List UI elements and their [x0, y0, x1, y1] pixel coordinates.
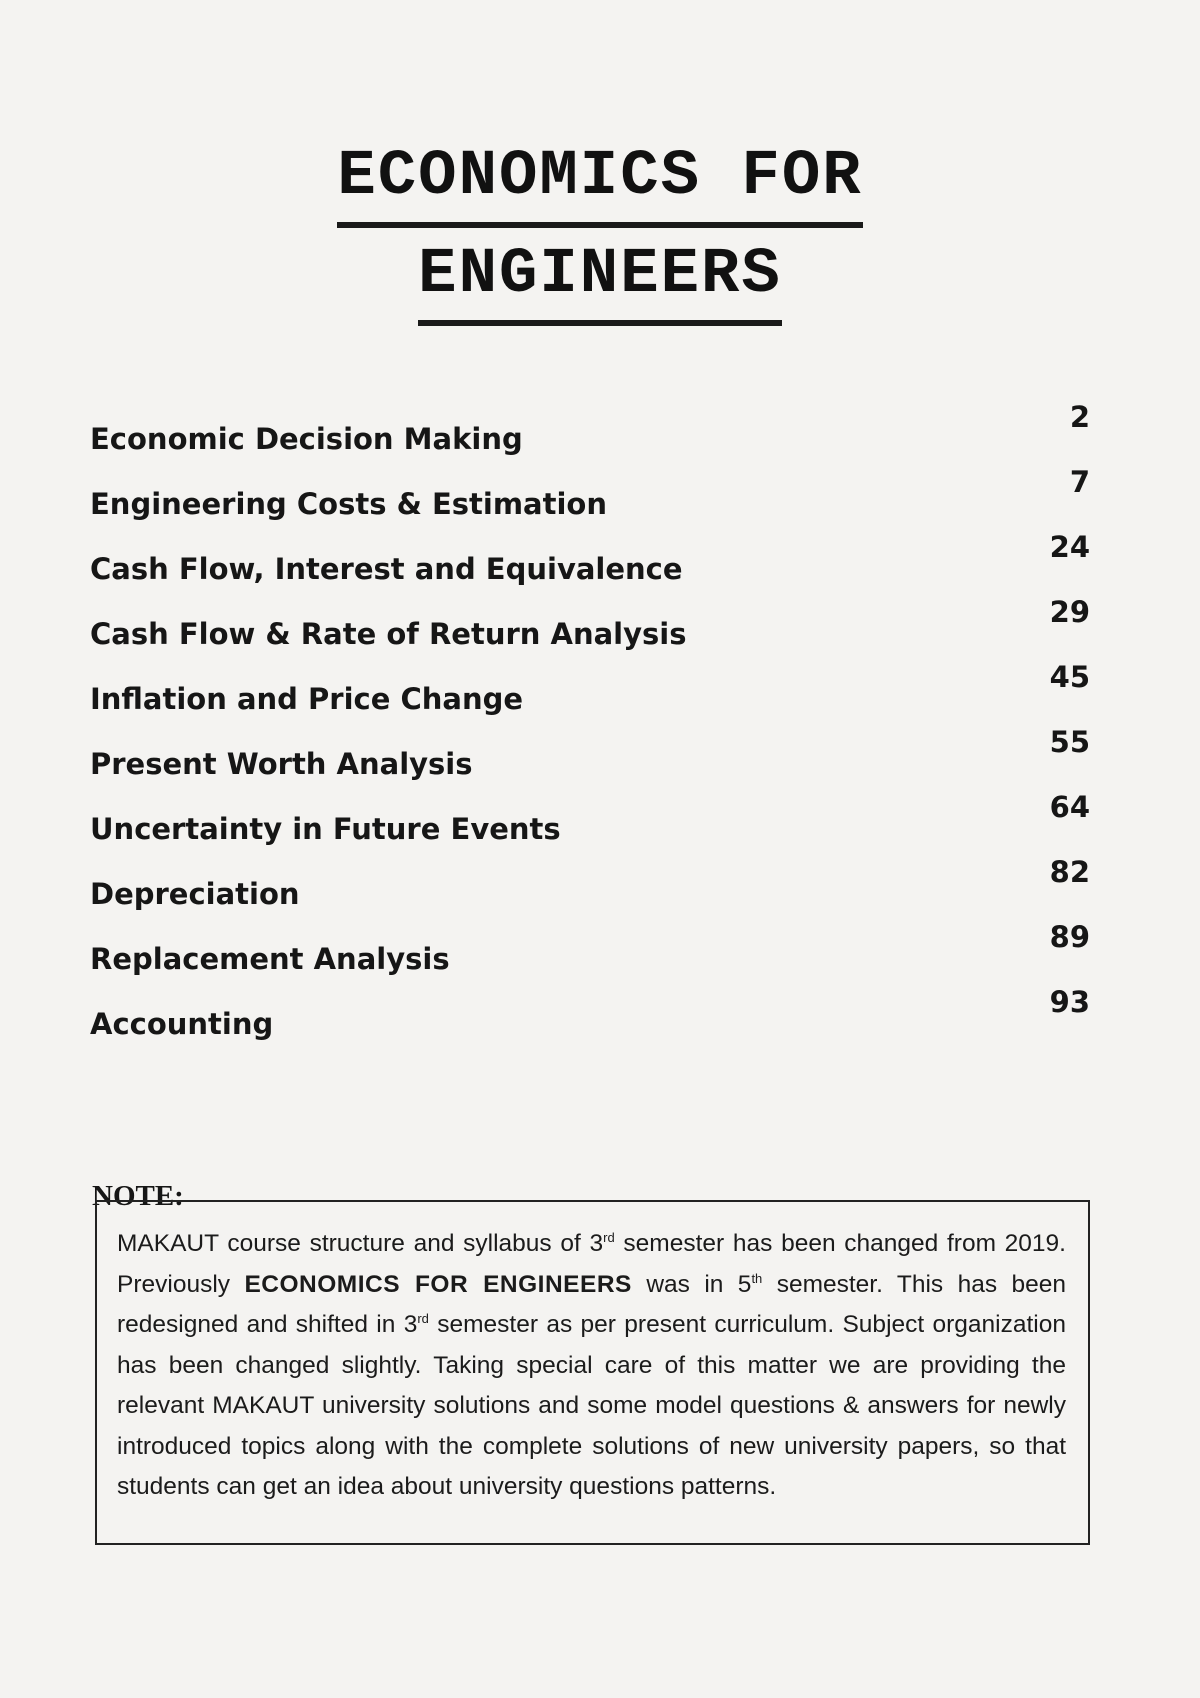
toc-entry-page: 2: [1069, 400, 1090, 434]
note-text-part: MAKAUT course structure and syllabus of 3: [117, 1230, 604, 1257]
toc-entry-page: 55: [1049, 725, 1090, 759]
toc-entry: [90, 725, 1090, 790]
book-title: [0, 140, 1200, 326]
toc-entry-page: 89: [1049, 920, 1090, 954]
ordinal-suffix: th: [751, 1270, 763, 1286]
book-title-line-2: ENGINEERS: [418, 238, 782, 326]
toc-entry-label: Depreciation: [90, 877, 300, 911]
toc-entry: [90, 660, 1090, 725]
subject-name: ECONOMICS FOR ENGINEERS: [244, 1270, 632, 1298]
note-text-part: was in 5: [631, 1270, 752, 1298]
toc-entry-page: 24: [1049, 530, 1090, 564]
note-heading: NOTE:: [92, 1180, 184, 1212]
note-text-part: semester as per present curriculum. Subject organization has been changed slightly. Taking special care of this matter we are providing the relevant MAKAUT university solutions and some model questions & answers for newly introduced topics along with the complete solutions of new university papers, so that students can get an idea about university questions patterns.: [117, 1311, 1067, 1500]
toc-entry: [90, 790, 1090, 855]
toc-entry-label: Cash Flow, Interest and Equivalence: [90, 552, 683, 586]
note-box: [95, 1200, 1090, 1545]
toc-entry-label: Inflation and Price Change: [90, 682, 524, 716]
toc-entry-page: 29: [1049, 595, 1090, 629]
toc-entry: [90, 530, 1090, 595]
toc-entry: [90, 400, 1090, 465]
toc-entry-page: 93: [1049, 985, 1090, 1019]
toc-entry-page: 45: [1049, 660, 1090, 694]
toc-entry-label: Engineering Costs & Estimation: [90, 487, 607, 521]
book-title-line-1: ECONOMICS FOR: [337, 140, 862, 228]
toc-entry: [90, 920, 1090, 985]
toc-entry: [90, 595, 1090, 660]
toc-entry: [90, 855, 1090, 920]
ordinal-suffix: rd: [417, 1310, 429, 1326]
toc-entry-label: Present Worth Analysis: [90, 747, 473, 781]
toc-entry-label: Cash Flow & Rate of Return Analysis: [90, 617, 687, 651]
table-of-contents: [90, 400, 1090, 1050]
toc-entry-page: 82: [1049, 855, 1090, 889]
toc-entry-page: 7: [1069, 465, 1090, 499]
note-text: [117, 1224, 1066, 1508]
note-text-part: semester has been changed from 2019. Previously: [117, 1230, 1066, 1298]
toc-entry-label: Economic Decision Making: [90, 422, 523, 456]
toc-entry: [90, 985, 1090, 1050]
toc-entry-label: Replacement Analysis: [90, 942, 450, 976]
toc-entry-label: Accounting: [90, 1007, 274, 1041]
toc-entry: [90, 465, 1090, 530]
toc-entry-page: 64: [1049, 790, 1090, 824]
ordinal-suffix: rd: [603, 1229, 615, 1245]
note-text-part: semester. This has been redesigned and shifted in 3: [117, 1270, 1067, 1338]
toc-entry-label: Uncertainty in Future Events: [90, 812, 561, 846]
